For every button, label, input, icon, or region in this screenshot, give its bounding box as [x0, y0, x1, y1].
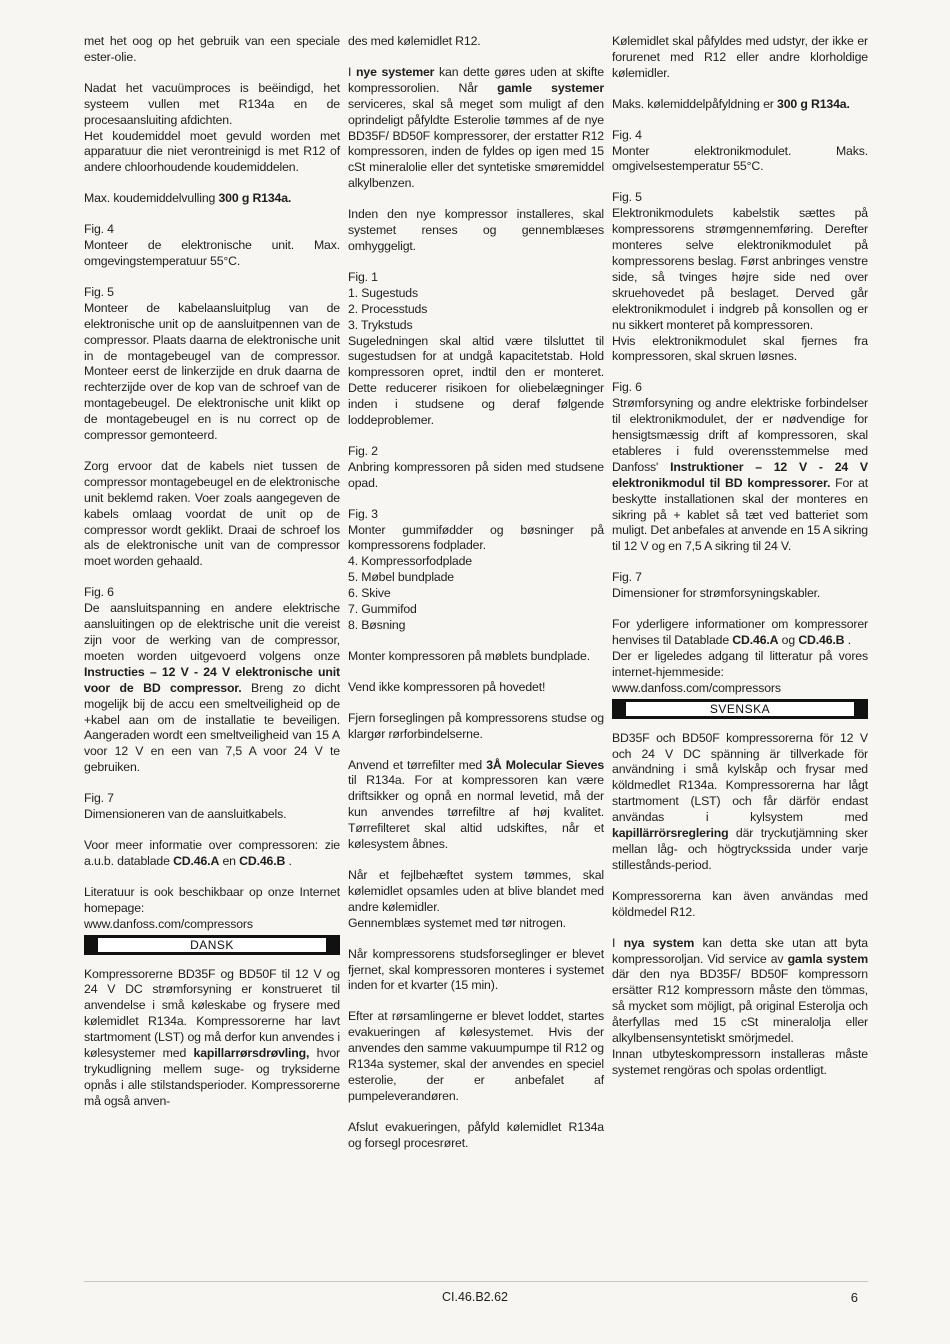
paragraph: [348, 758, 604, 853]
list-item: 6. Skive: [348, 586, 391, 601]
paragraph: Zorg ervoor dat de kabels niet tussen de compressor montagebeugel en de elektronische unit beklemd raken. Voer zoals aangegeven de kabels omlaag voordat de unit op de compressor wordt geklikt. Draai de schroef los als de elektronische unit van de compressor moet worden gehaald.: [84, 458, 340, 569]
column-danish-swedish: [612, 34, 868, 1094]
url-text: www.danfoss.com/compressors: [84, 916, 253, 931]
figure-text: Monteer de elektronische unit. Max. omgevingstemperatuur 55°C.: [84, 238, 340, 268]
figure-label: Fig. 4: [612, 127, 642, 142]
text: en: [219, 853, 240, 868]
text: Kompressorerne BD35F og BD50F til 12 V og 24 V DC strømforsyning er konstrueret til anvendelse i små køleskabe og frysere med kølemidlet R134a. Kompressorerne har lavt startmoment (LST) og må derfor kun anvendes i kølesystemer med: [84, 966, 340, 1061]
fig1-list: [348, 286, 604, 334]
paragraph: Nadat het vacuümproces is beëindigd, het systeem vullen met R134a en de procesaansluiting afdichten.: [84, 80, 340, 127]
list-item: 5. Møbel bundplade: [348, 570, 454, 585]
paragraph: Når et fejlbehæftet system tømmes, skal kølemidlet opsamles uden at blive blandet med andre kølemidler.: [348, 867, 604, 914]
bold-text: gamle systemer: [497, 80, 604, 95]
paragraph: Gennemblæs systemet med tør nitrogen.: [348, 915, 566, 930]
paragraph: Inden den nye kompressor installeres, skal systemet renses og gennemblæses omhyggeligt.: [348, 207, 604, 253]
paragraph: Het koudemiddel moet gevuld worden met apparatuur die niet verontreinigd is met R12 of andere chloorhoudende koudemiddelen.: [84, 128, 340, 175]
text: Maks. kølemiddelpåfyldning er: [612, 96, 777, 111]
figure-text: Dimensioneren van de aansluitkabels.: [84, 807, 287, 822]
list-item: 7. Gummifod: [348, 602, 417, 617]
paragraph: Efter at rørsamlingerne er blevet loddet, startes evakueringen af kølesystemet. Hvis der anvendes den samme vakuumpumpe til R12 og R134a systemer, skal der anvendes en speciel esterolie, der er anbefalet af pumpeleverandøren.: [348, 1009, 604, 1103]
list-item: 4. Kompressorfodplade: [348, 554, 472, 569]
paragraph: des med kølemidlet R12.: [348, 34, 481, 48]
paragraph: Når kompressorens studsforseglinger er blevet fjernet, skal kompressoren monteres i systemet inden for et kvarter (15 min).: [348, 946, 604, 993]
text: kan dette gøres uden at skifte kompressorolien. Når: [348, 64, 604, 95]
text: där tryckutjämning sker mellan låg- och högtryckssida under varje stillestånds-period.: [612, 826, 868, 872]
banner-label: DANSK: [98, 938, 326, 952]
banner-label: SVENSKA: [626, 702, 854, 716]
bold-text: CD.46.A: [732, 633, 779, 647]
text: Max. koudemiddelvulling: [84, 191, 219, 206]
figure-text: Breng zo dicht mogelijk bij de accu een smeltveiligheid op de +kabel aan om de installatie te beveiligen. Aangeraden wordt een smeltveiligheid van 15 A voor 12 V en een van 7,5 A voor 24 V te gebruiken.: [84, 680, 340, 775]
figure-note: [612, 128, 868, 176]
text: hvor trykudligning mellem suge- og tryksiderne opnås i alle stilstandsperioder. Kompressorerne må også anven-: [84, 1046, 340, 1108]
document-code: CI.46.B2.62: [441, 1290, 508, 1304]
figure-note: [348, 444, 604, 492]
figure-label: Fig. 2: [348, 443, 378, 458]
text: og: [778, 633, 799, 647]
fig3-list: [348, 554, 604, 634]
figure-note: [612, 190, 868, 333]
figure-note: [84, 791, 340, 823]
figure-note: [348, 270, 604, 429]
figure-text: Dimensioner for strømforsyningskabler.: [612, 586, 821, 601]
paragraph: met het oog op het gebruik van een speciale ester-olie.: [84, 34, 340, 64]
paragraph: Monter kompressoren på møblets bundplade.: [348, 648, 590, 663]
section-banner-svenska: [612, 699, 868, 719]
paragraph: Afslut evakueringen, påfyld kølemidlet R134a og forsegl procesrøret.: [348, 1119, 604, 1150]
paragraph: [612, 936, 868, 1047]
bold-text: CD.46.B: [239, 853, 286, 868]
figure-note: [84, 585, 340, 776]
text: I: [612, 935, 624, 950]
text: kan detta ske utan att byta kompressoroljan. Vid service av: [612, 935, 868, 966]
list-item: 2. Processtuds: [348, 301, 428, 316]
text: I: [348, 64, 357, 79]
paragraph: [612, 97, 868, 113]
paragraph: [84, 967, 340, 1110]
text: BD35F och BD50F kompressorerna för 12 V och 24 V DC spänning är tillverkade för användning i små kylskåp och frysar med köldmedlet R134a. Kompressorerna har lågt startmoment (LST) och får därför endast användas i kylsystem med: [612, 730, 868, 825]
bold-text: Instruktioner – 12 V - 24 V elektronikmodul til BD kompressorer.: [612, 459, 868, 490]
text: .: [285, 853, 292, 868]
text: Anvend et tørrefilter med: [348, 757, 487, 772]
figure-label: Fig. 5: [84, 284, 114, 299]
paragraph: Kompressorerna kan även användas med köldmedel R12.: [612, 888, 868, 919]
list-item: 3. Trykstuds: [348, 317, 413, 332]
bold-text: 300 g R134a.: [777, 96, 850, 111]
figure-label: Fig. 3: [348, 506, 378, 521]
bold-text: nya system: [623, 935, 695, 950]
bold-text: 300 g R134a.: [218, 191, 292, 206]
bold-text: 3Å Molecular Sieves: [486, 757, 605, 772]
bold-text: CD.46.A: [173, 853, 220, 868]
figure-text: Monter elektronikmodulet. Maks. omgivelsestemperatur 55°C.: [612, 143, 868, 174]
figure-note: [84, 285, 340, 444]
paragraph: [84, 191, 340, 207]
figure-text: Strømforsyning og andre elektriske forbindelser til elektronikmodulet, der er nødvendige for hensigtsmæssig drift af kompressoren, skal etableres i fuld overensstemmelse med Danfoss': [612, 396, 868, 474]
figure-text: For at beskytte installationen skal der monteres en sikring på + kablet så tæt ved batteriet som muligt. Det anbefales at anvende en 15 A sikring til 12 V og en 7,5 A sikring til 24 V.: [612, 475, 868, 554]
footer-divider: [84, 1281, 868, 1282]
figure-label: Fig. 5: [612, 190, 642, 205]
paragraph: [348, 65, 604, 192]
paragraph: Vend ikke kompressoren på hovedet!: [348, 679, 546, 694]
figure-text: Monteer de kabelaansluitplug van de elektronische unit op de aansluitpennen van de compressor. Plaats daarna de elektronische unit in de montagebeugel van de compressor. Monteer eerst de linkerzijde en druk daarna de rechterzijde over de kop van de schroef van de montagebeugel. De elektronische unit klikt op de montagebeugel en is nu correct op de compressor gemonteerd.: [84, 300, 340, 443]
list-item: 8. Bøsning: [348, 618, 406, 632]
page-number: 6: [850, 1290, 858, 1305]
figure-text: Monter gummifødder og bøsninger på kompressorens fodplader.: [348, 522, 604, 553]
paragraph: Literatuur is ook beschikbaar op onze Internet homepage:: [84, 884, 340, 915]
list-item: 1. Sugestuds: [348, 285, 418, 300]
text: Voor meer informatie over compressoren: zie a.u.b. datablade: [84, 837, 340, 868]
figure-note: [348, 507, 604, 634]
figure-text: Elektronikmodulets kabelstik sættes på kompressorens strømgennemføring. Derefter monteres selve elektronikmodulet på kompressorens beslag. Først anbringes venstre side, så tvinges højre side ned over skruehovedet på beslaget. Derved går elektronikmodulet i indgreb på konsollen og er nu sikkert monteret på kompressoren.: [612, 206, 868, 332]
column-danish: [348, 34, 604, 1167]
text: .: [844, 633, 851, 647]
text: til R134a. For at kompressoren kan være driftsikker og opnå en normal levetid, må der kun anvendes tørrefiltre af høj kvalitet. Tørrefilteret skal altid udskiftes, når et kølesystem åbnes.: [348, 773, 604, 852]
text: där den nya BD35F/ BD50F kompressorn ersätter R12 kompressorn måste den tömmas, så mycket som möjligt, på original Esterolja och återfyllas med 15 cSt mineralolja eller alkylbensensyntetiskt smörjmedel.: [612, 967, 868, 1046]
text: serviceres, skal så meget som muligt af den oprindeligt påfyldte Esterolie tømmes af de nye BD35F/ BD50F kompressorer, der erstatter R12 kompressoren, inden de fyldes op igen med 15 cSt mineralolie eller det syntetiske smøremiddel alkylbenzen.: [348, 96, 604, 191]
bold-text: kapillarrørsdrøvling,: [193, 1046, 310, 1061]
figure-label: Fig. 6: [84, 585, 114, 600]
bold-text: Instructies – 12 V - 24 V elektronische unit voor de BD compressor.: [84, 664, 340, 695]
figure-label: Fig. 4: [84, 222, 114, 237]
paragraph: Hvis elektronikmodulet skal fjernes fra kompressoren, skal skruen løsnes.: [612, 333, 868, 364]
figure-label: Fig. 7: [84, 791, 114, 806]
figure-text: De aansluitspanning en andere elektrische aansluitingen op de elektrische unit die vereist zijn voor de werking van de compressor, moeten worden uitgevoerd volgens onze: [84, 601, 340, 663]
figure-note: [612, 570, 868, 602]
url-text: www.danfoss.com/compressors: [612, 680, 781, 695]
paragraph: Fjern forseglingen på kompressorens studse og klargør rørforbindelserne.: [348, 710, 604, 741]
paragraph: Innan utbyteskompressorn installeras måste systemet rengöras och spolas ordentligt.: [612, 1046, 868, 1077]
bold-text: kapillärrörsreglering: [612, 826, 729, 841]
paragraph: [612, 617, 868, 649]
figure-note: [612, 380, 868, 555]
figure-text: Anbring kompressoren på siden med studsene opad.: [348, 459, 604, 490]
paragraph: Der er ligeledes adgang til litteratur på vores internet-hjemmeside:: [612, 648, 868, 679]
text: For yderligere informationer om kompressorer henvises til Datablade: [612, 617, 868, 647]
figure-label: Fig. 7: [612, 570, 642, 585]
section-banner-dansk: [84, 935, 340, 955]
figure-note: [84, 222, 340, 270]
bold-text: nye systemer: [356, 64, 435, 79]
bold-text: CD.46.B: [798, 633, 845, 647]
figure-label: Fig. 1: [348, 269, 378, 284]
bold-text: gamla system: [787, 951, 868, 966]
paragraph: [612, 731, 868, 874]
paragraph: [84, 838, 340, 870]
paragraph: Kølemidlet skal påfyldes med udstyr, der ikke er forurenet med R12 eller andre klorholdige kølemidler.: [612, 34, 868, 80]
figure-label: Fig. 6: [612, 380, 642, 395]
column-dutch: [84, 34, 340, 1125]
figure-text: Sugeledningen skal altid være tilsluttet til sugestudsen for at undgå kapacitetstab. Hold kompressoren opret, indtil den er monteret. Dette reducerer risikoen for oliebelægninger inden i studsene og deraf følgende loddeproblemer.: [348, 333, 604, 428]
